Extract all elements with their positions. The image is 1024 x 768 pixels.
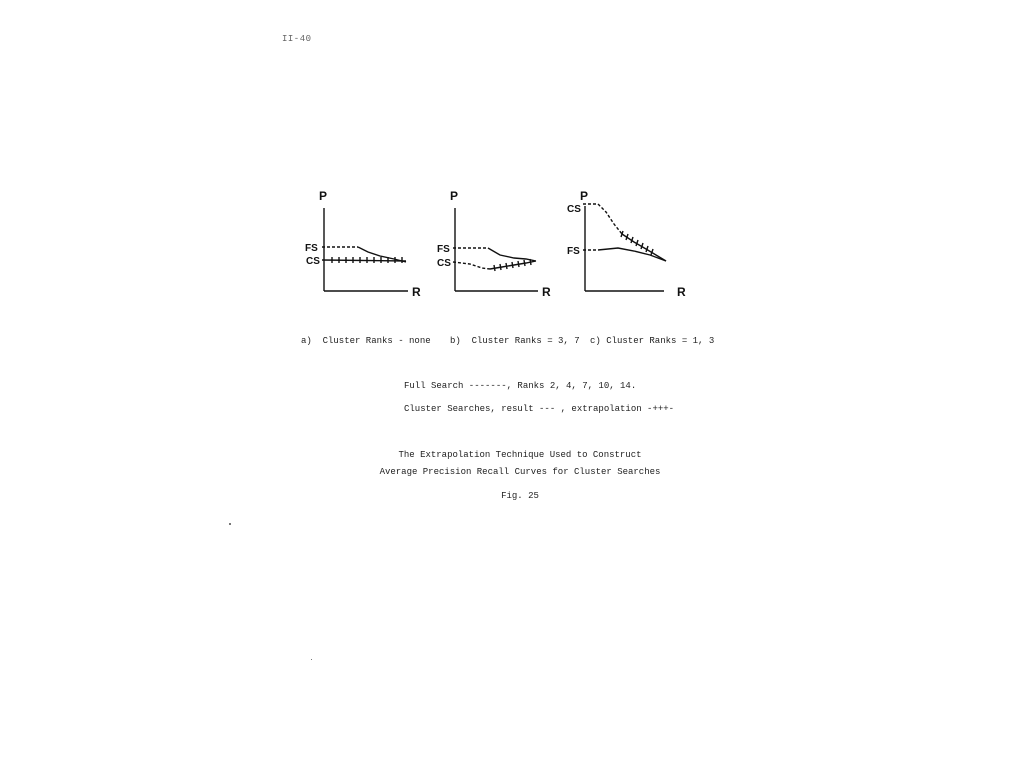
- legend-full-search: Full Search -------, Ranks 2, 4, 7, 10, 14.: [404, 381, 637, 391]
- panel-c-x-axis-label: R: [677, 285, 686, 299]
- panel-b-cs-ticks: [494, 259, 531, 271]
- panel-c-graph: [583, 204, 666, 291]
- panel-b-graph: [453, 208, 538, 291]
- panel-c-cs-extrapolation: [622, 234, 666, 261]
- panel-a-x-axis-label: R: [412, 285, 421, 299]
- scan-speck: [311, 659, 312, 660]
- page-number: II-40: [282, 34, 312, 44]
- panel-b-fs-curve: [488, 248, 536, 261]
- figure-label: Fig. 25: [501, 491, 539, 501]
- panel-b-x-axis-label: R: [542, 285, 551, 299]
- scan-speck: [229, 523, 231, 525]
- panel-c-fs-label: FS: [567, 246, 580, 257]
- panel-b-cs-dashed: [453, 262, 490, 269]
- panel-a-cs-label: CS: [306, 256, 320, 267]
- panel-a-graph: [322, 208, 408, 291]
- panel-b-fs-label: FS: [437, 244, 450, 255]
- figure-graphs: [0, 0, 1024, 330]
- panel-b-y-axis-label: P: [450, 189, 459, 203]
- panel-c-caption: c) Cluster Ranks = 1, 3: [590, 336, 715, 346]
- panel-a-fs-label: FS: [305, 243, 318, 254]
- panel-c-cs-dashed: [583, 204, 622, 234]
- panel-a-fs-curve: [358, 247, 406, 262]
- panel-b-caption: b) Cluster Ranks = 3, 7: [450, 336, 580, 346]
- panel-a-cs-extrapolation: [322, 260, 406, 261]
- panel-b-cs-label: CS: [437, 258, 451, 269]
- figure-title-line-2: Average Precision Recall Curves for Cluster Searches: [379, 467, 661, 477]
- legend-cluster-searches: Cluster Searches, result --- , extrapolation -+++-: [404, 404, 675, 414]
- panel-a-y-axis-label: P: [319, 189, 328, 203]
- figure-title-line-1: The Extrapolation Technique Used to Construct: [398, 450, 642, 460]
- panel-c-y-axis-label: P: [580, 189, 589, 203]
- panel-c-cs-label: CS: [567, 204, 581, 215]
- panel-a-caption: a) Cluster Ranks - none: [301, 336, 431, 346]
